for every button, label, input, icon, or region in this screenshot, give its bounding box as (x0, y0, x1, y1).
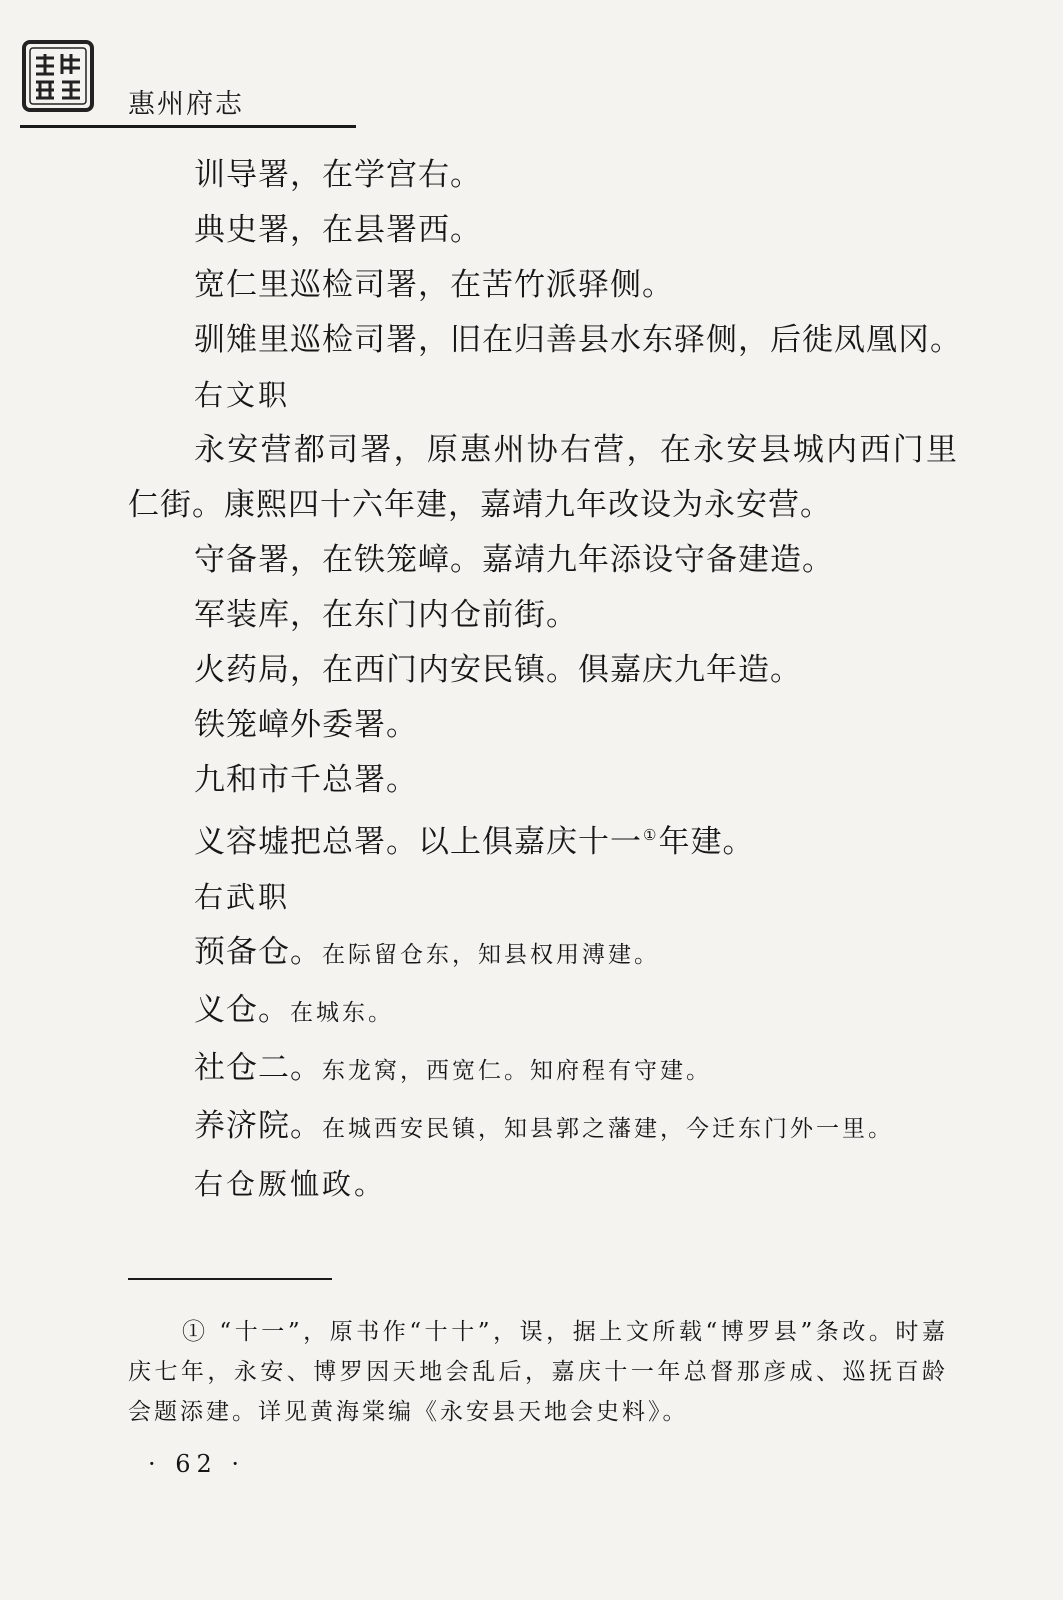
body-text (128, 148, 962, 1212)
seal-logo (22, 40, 94, 112)
entry-line: 驯雉里巡检司署，旧在归善县水东驿侧，后徙凤凰冈。 (194, 322, 962, 358)
entry-line: 军装库，在东门内仓前街。 (194, 597, 578, 633)
entry-main: 预备仓。 (194, 934, 322, 970)
entry-line: 典史署，在县署西。 (194, 212, 482, 248)
entry-line-with-footnote (128, 808, 958, 870)
annotated-entry (128, 983, 958, 1041)
entry-line: 训导署，在学宫右。 (194, 157, 482, 193)
annotated-entry (128, 925, 958, 983)
entry-note: 在城东。 (290, 1000, 394, 1026)
line-text: 义容墟把总署。以上俱嘉庆十一 (194, 824, 642, 860)
section-label: 右文职 (194, 378, 291, 412)
entry-note: 东龙窝，西宽仁。知府程有守建。 (322, 1058, 712, 1084)
entry-main: 社仓二。 (194, 1050, 322, 1086)
entry-line: 铁笼嶂外委署。 (194, 707, 418, 743)
footnote-marker[interactable]: ① (643, 826, 658, 844)
section-label: 右仓厫恤政。 (194, 1167, 387, 1201)
entry-line: 火药局，在西门内安民镇。俱嘉庆九年造。 (194, 652, 802, 688)
entry-line: 守备署，在铁笼嶂。嘉靖九年添设守备建造。 (194, 542, 834, 578)
running-title: 惠州府志 (128, 89, 244, 120)
entry-main: 义仓。 (194, 992, 290, 1028)
footnote: ① “十一”，原书作“十十”，误，据上文所载“博罗县”条改。时嘉庆七年，永安、博罗因天地会乱后，嘉庆十一年总督那彦成、巡抚百龄会题添建。详见黄海棠编《永安县天地会史料》。 (128, 1319, 948, 1425)
entry-note: 在城西安民镇，知县郭之藩建，今迁东门外一里。 (322, 1116, 894, 1142)
entry-main: 养济院。 (194, 1108, 322, 1144)
annotated-entry (128, 1099, 958, 1157)
entry-note: 在际留仓东，知县权用溥建。 (322, 942, 660, 968)
header-rule (20, 125, 356, 128)
entry-line: 九和市千总署。 (194, 762, 418, 798)
annotated-entry (128, 1041, 958, 1099)
line-text: 年建。 (658, 824, 755, 860)
entry-paragraph: 永安营都司署，原惠州协右营，在永安县城内西门里仁街。康熙四十六年建，嘉靖九年改设为永安营。 (128, 432, 958, 523)
section-label: 右武职 (194, 880, 291, 914)
footnote-rule (128, 1278, 332, 1280)
entry-line: 宽仁里巡检司署，在苦竹派驿侧。 (194, 267, 674, 303)
page-number: · 62 · (148, 1450, 246, 1478)
